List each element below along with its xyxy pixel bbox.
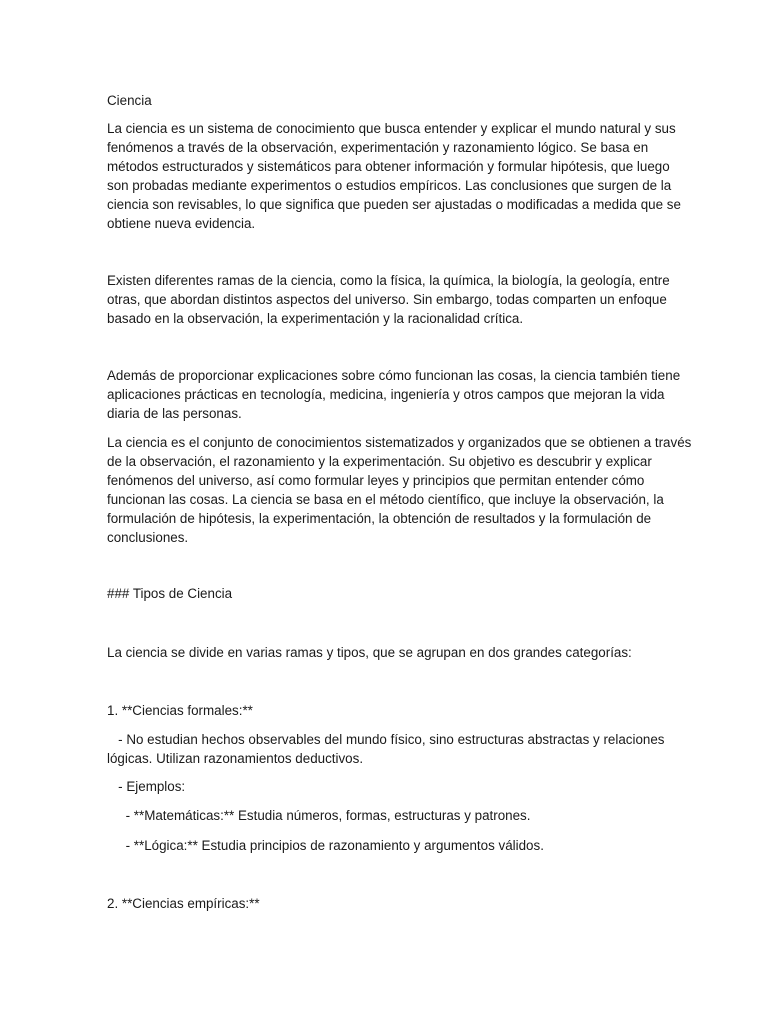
- paragraph-definition: La ciencia es un sistema de conocimiento que busca entender y explicar el mundo natural y sus fenómenos a través de la observación, experimentación y razonamiento lógico. Se basa en métodos estructurados y sistemáticos para obtener información y formular hipótesis, que luego son probadas mediante experimentos o estudios empíricos. Las conclusiones que surgen de la ciencia son revisables, lo que significa que pueden ser ajustadas o modificadas a medida que se obtiene nueva evidencia.: [107, 121, 681, 231]
- paragraph-branches: Existen diferentes ramas de la ciencia, como la física, la química, la biología, la geología, entre otras, que abordan distintos aspectos del universo. Sin embargo, todas comparten un enfoque basado en la observación, la experimentación y la racionalidad crítica.: [107, 273, 670, 326]
- paragraph-tipos-intro: La ciencia se divide en varias ramas y tipos, que se agrupan en dos grandes categorías:: [107, 645, 632, 660]
- document-title: Ciencia: [107, 93, 152, 108]
- heading-tipos-de-ciencia: ### Tipos de Ciencia: [107, 586, 233, 601]
- list-item-ejemplos-label: - Ejemplos:: [107, 779, 186, 794]
- list-item-formales-description: - No estudian hechos observables del mundo físico, sino estructuras abstractas y relaciones lógicas. Utilizan razonamientos deductivos.: [107, 732, 665, 766]
- paragraph-applications: Además de proporcionar explicaciones sobre cómo funcionan las cosas, la ciencia también tiene aplicaciones prácticas en tecnología, medicina, ingeniería y otros campos que mejoran la vida diaria de las personas.: [107, 368, 681, 421]
- list-item-example-logica: - **Lógica:** Estudia principios de razonamiento y argumentos válidos.: [107, 838, 544, 853]
- list-item-ciencias-empiricas: 2. **Ciencias empíricas:**: [107, 896, 260, 911]
- paragraph-scientific-method: La ciencia es el conjunto de conocimientos sistematizados y organizados que se obtienen a través de la observación, el razonamiento y la experimentación. Su objetivo es descubrir y explicar fenómenos del universo, así como formular leyes y principios que permitan entender cómo funcionan las cosas. La ciencia se basa en el método científico, que incluye la observación, la formulación de hipótesis, la experimentación, la obtención de resultados y la formulación de conclusiones.: [107, 435, 692, 545]
- list-item-ciencias-formales: 1. **Ciencias formales:**: [107, 703, 253, 718]
- list-item-example-matematicas: - **Matemáticas:** Estudia números, formas, estructuras y patrones.: [107, 808, 531, 823]
